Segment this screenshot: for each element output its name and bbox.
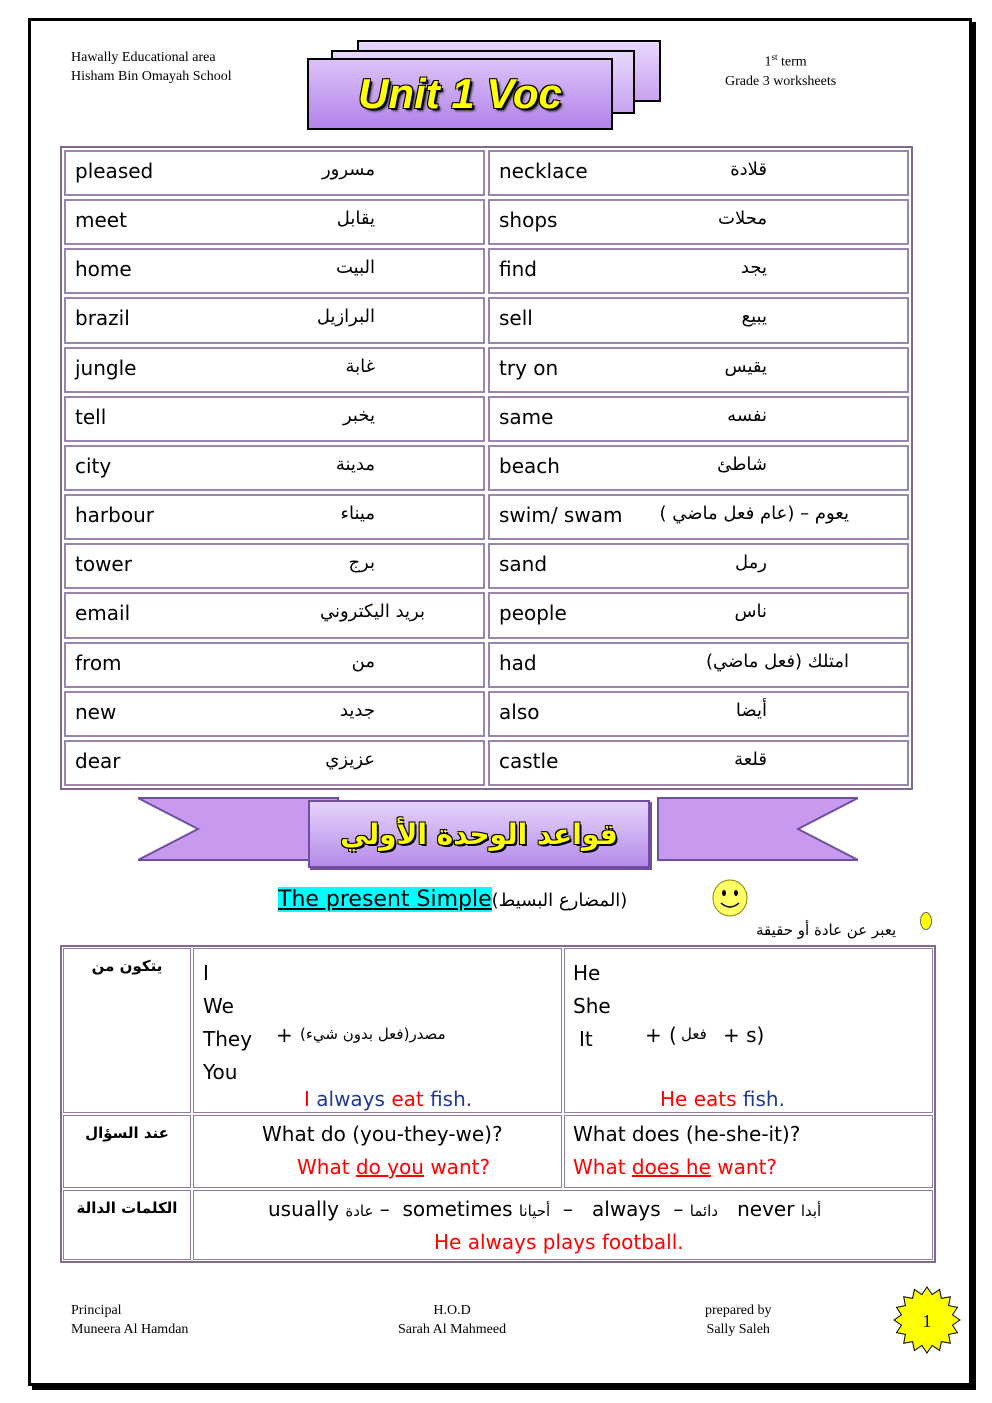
vocab-arabic: ناس [734,601,767,623]
vocab-cell [488,740,909,786]
vocab-english: dear [75,748,121,773]
question-plural [193,1115,562,1188]
vocab-cell [488,592,909,638]
vocab-english: email [75,601,131,626]
vocab-arabic: من [351,650,375,672]
vocab-english: also [499,699,540,724]
vocab-arabic: قلادة [730,159,767,180]
example-plural [304,1087,472,1111]
vocab-english: home [75,257,132,282]
example-word: want? [717,1155,778,1179]
vocab-arabic: البيت [335,257,375,279]
grammar-title: قواعد الوحدة الأولي [340,817,618,851]
vocab-cell [488,396,909,442]
footer-principal [71,1301,188,1339]
signal-word-ar: دائما [689,1202,719,1220]
vocab-arabic: نفسه [727,404,767,426]
example-word: fish. [742,1087,785,1111]
question-singular [564,1115,933,1188]
label-signal-words: الكلمات الدالة [63,1190,191,1260]
vocab-english: beach [499,453,560,478]
vocab-english: necklace [499,159,588,183]
separator: – [562,1197,573,1221]
vocab-arabic: قلعة [734,748,767,770]
signal-word: sometimes [402,1197,513,1221]
title-banner [307,58,613,130]
pronoun: She [573,994,611,1018]
pronoun: We [203,994,234,1018]
signal-word: usually [268,1197,339,1221]
hod-title: H.O.D [433,1303,471,1318]
example-word: do you [355,1155,424,1179]
vocab-cell [488,297,909,343]
vocab-cell [488,543,909,589]
vocab-english: same [499,404,554,429]
example-word: eats [693,1087,737,1111]
vocab-cell [64,445,485,491]
example-word: What [573,1155,626,1179]
school-info [71,48,232,86]
term-label [725,48,836,72]
vocab-arabic: بريد اليكتروني [319,601,425,623]
vocab-arabic: ميناء [340,503,375,525]
vocab-cell [64,396,485,442]
signal-word: never [737,1197,795,1221]
vocab-arabic: مسرور [321,159,375,180]
vocab-cell [488,494,909,540]
plus-sign: + [645,1023,662,1047]
vocab-english: from [75,650,122,675]
formation-plural [193,948,562,1113]
rule-plus-s: + s) [723,1023,765,1047]
vocab-cell [488,199,909,245]
separator: – [673,1197,684,1221]
signal-list [268,1197,821,1221]
vocab-arabic: برج [348,552,375,574]
present-simple-title: The present Simple [278,887,492,912]
signal-example: He always plays football. [434,1230,684,1254]
vocab-english: people [499,601,567,626]
vocab-english: sell [499,306,533,331]
vocab-cell [488,691,909,737]
vocab-cell [64,199,485,245]
vocab-cell [64,740,485,786]
plus-sign: + [276,1023,293,1047]
vocab-cell [64,691,485,737]
signal-word-ar: عادة [345,1202,374,1220]
vocab-english: pleased [75,159,154,183]
vocab-english: castle [499,748,559,773]
principal-title: Principal [71,1303,122,1318]
vocab-cell [64,150,485,196]
pronoun: They [203,1027,253,1051]
question-form: What do (you-they-we)? [262,1122,503,1146]
vocab-english: brazil [75,306,130,331]
grammar-table [60,945,936,1263]
term-word: term [777,54,807,70]
term-suffix: st [771,52,778,62]
term-info [725,48,836,91]
vocab-english: swim/ swam [499,503,623,528]
smiley-icon [712,879,748,917]
formation-singular [564,948,933,1113]
vocab-arabic: غابة [345,355,375,377]
example-word: He [660,1087,688,1111]
vocab-english: sand [499,552,548,577]
vocab-cell [64,592,485,638]
rule-open-paren: ( [669,1023,677,1047]
pronoun: He [573,961,601,985]
example-word: always [316,1087,385,1111]
present-simple-arabic: (المضارع البسيط) [491,890,628,911]
label-formation: يتكون من [63,948,191,1113]
vocab-arabic: جديد [339,699,375,721]
vocab-arabic: أيضا [735,699,767,721]
signal-word-ar: أبدا [800,1202,822,1220]
vocab-english: meet [75,208,127,233]
example-word: does he [631,1155,711,1179]
principal-name: Muneera Al Hamdan [71,1322,189,1337]
vocab-arabic: يعوم – (عام فعل ماضي ) [659,503,849,525]
school-name: Hisham Bin Omayah School [71,69,232,84]
example-word: What [297,1155,350,1179]
page-number: 1 [922,1311,932,1331]
vocab-english: tower [75,552,132,577]
vocab-arabic: مدينة [335,453,375,475]
label-question: عند السؤال [63,1115,191,1188]
vocab-english: shops [499,208,558,233]
vocab-english: find [499,257,537,282]
vocab-cell [64,494,485,540]
vocab-arabic: يجد [740,257,767,279]
prepared-title: prepared by [705,1303,772,1318]
question-example [573,1155,777,1179]
vocab-arabic: البرازيل [316,306,375,328]
grade-label: Grade 3 worksheets [725,73,837,89]
pronoun-list-b [573,957,611,1056]
example-singular [660,1087,785,1111]
vocab-english: tell [75,404,107,429]
vocab-cell [488,248,909,294]
vocab-cell [64,642,485,688]
vocab-cell [64,543,485,589]
vocab-arabic: يخبر [343,404,375,426]
vocab-arabic: يقيس [724,355,767,377]
vocab-arabic: يقابل [336,208,375,230]
question-form: What does (he-she-it)? [573,1122,801,1146]
rule-plural: مصدر(فعل بدون شيء) [300,1025,446,1043]
vocab-english: had [499,650,537,675]
present-simple-heading [278,887,627,912]
prepared-name: Sally Saleh [706,1322,770,1337]
usage-note: يعبر عن عادة أو حقيقة [756,921,897,939]
vocab-cell [488,642,909,688]
signal-words [193,1190,933,1260]
vocab-cell [64,248,485,294]
hod-name: Sarah Al Mahmeed [398,1322,507,1337]
vocab-arabic: يبيع [741,306,767,328]
vocab-english: new [75,699,117,724]
page-number-badge [893,1286,961,1354]
signal-word: always [592,1197,661,1221]
educational-area: Hawally Educational area [71,50,216,65]
vocab-cell [488,150,909,196]
pronoun: It [579,1027,593,1051]
bullet-icon [920,912,932,930]
pronoun-list-a [203,957,252,1089]
example-word: eat [391,1087,424,1111]
vocab-arabic: امتلك (فعل ماضي) [705,650,849,672]
example-word: I [304,1087,310,1111]
footer-prepared [705,1301,771,1339]
vocab-arabic: عزيزي [325,748,375,770]
vocab-english: harbour [75,503,154,528]
vocab-english: try on [499,355,559,380]
page-title: Unit 1 Voc [358,70,562,117]
rule-singular: فعل [681,1025,707,1043]
pronoun: I [203,961,209,985]
example-word: fish. [430,1087,473,1111]
term-number: 1 [764,54,772,70]
vocab-english: city [75,453,112,478]
vocab-cell [488,445,909,491]
signal-word-ar: أحيانا [518,1202,551,1220]
grammar-ribbon-box [308,800,650,868]
separator: – [379,1197,390,1221]
vocabulary-table [60,146,913,790]
vocab-cell [488,347,909,393]
question-example [297,1155,490,1179]
vocab-arabic: شاطئ [717,453,767,475]
pronoun: You [203,1060,238,1084]
vocab-arabic: محلات [718,208,767,230]
vocab-cell [64,297,485,343]
vocab-arabic: رمل [735,552,767,574]
vocab-english: jungle [75,355,137,380]
vocab-cell [64,347,485,393]
example-word: want? [430,1155,491,1179]
footer-hod [398,1301,506,1339]
